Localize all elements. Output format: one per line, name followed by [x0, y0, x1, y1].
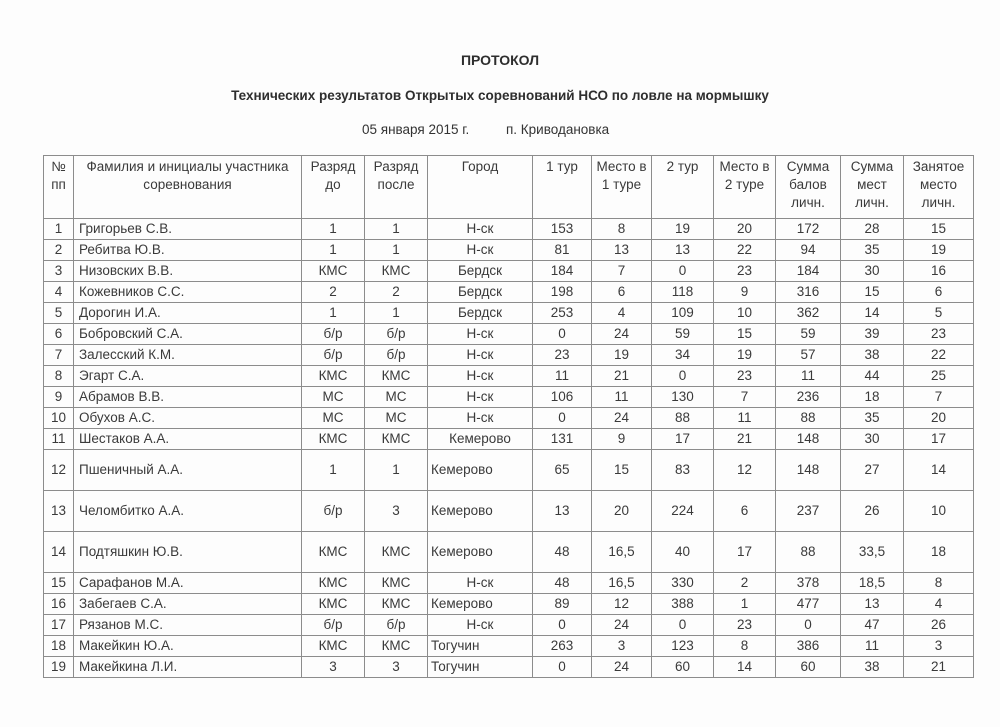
cell-col-sum-places: 39	[841, 324, 904, 345]
cell-col-sum-places: 28	[841, 219, 904, 240]
cell-col-place-round1: 24	[592, 657, 652, 678]
table-row	[44, 657, 974, 678]
cell-col-sum-places: 11	[841, 636, 904, 657]
cell-col-sum-places: 26	[841, 491, 904, 532]
cell-col-rank-after: 2	[365, 282, 428, 303]
cell-col-place-round2: 15	[714, 324, 776, 345]
cell-col-round1: 48	[533, 532, 592, 573]
cell-col-sum-points: 184	[776, 261, 841, 282]
cell-col-final-place: 17	[904, 429, 974, 450]
cell-col-place-round2: 2	[714, 573, 776, 594]
table-row	[44, 345, 974, 366]
cell-col-number: 4	[44, 282, 74, 303]
cell-col-place-round1: 9	[592, 429, 652, 450]
cell-col-place-round2: 6	[714, 491, 776, 532]
cell-col-rank-after: КМС	[365, 532, 428, 573]
cell-col-city: Тогучин	[428, 636, 533, 657]
cell-col-sum-places: 30	[841, 261, 904, 282]
cell-col-sum-places: 14	[841, 303, 904, 324]
cell-col-place-round1: 16,5	[592, 573, 652, 594]
cell-col-name: Низовских В.В.	[74, 261, 302, 282]
cell-col-place-round1: 6	[592, 282, 652, 303]
header-col-round1: 1 тур	[533, 156, 592, 219]
cell-col-city: Н-ск	[428, 345, 533, 366]
cell-col-name: Дорогин И.А.	[74, 303, 302, 324]
table-row	[44, 532, 974, 573]
cell-col-sum-points: 148	[776, 450, 841, 491]
cell-col-round2: 224	[652, 491, 714, 532]
table-row	[44, 636, 974, 657]
cell-col-round1: 23	[533, 345, 592, 366]
cell-col-place-round1: 12	[592, 594, 652, 615]
cell-col-place-round2: 20	[714, 219, 776, 240]
table-row	[44, 261, 974, 282]
cell-col-rank-after: КМС	[365, 636, 428, 657]
cell-col-place-round1: 24	[592, 408, 652, 429]
cell-col-name: Забегаев С.А.	[74, 594, 302, 615]
cell-col-final-place: 26	[904, 615, 974, 636]
cell-col-number: 6	[44, 324, 74, 345]
cell-col-name: Кожевников С.С.	[74, 282, 302, 303]
cell-col-sum-places: 35	[841, 240, 904, 261]
cell-col-name: Ребитва Ю.В.	[74, 240, 302, 261]
document-date: 05 января 2015 г.	[362, 122, 470, 137]
cell-col-place-round1: 3	[592, 636, 652, 657]
cell-col-rank-before: 3	[302, 657, 365, 678]
cell-col-sum-places: 38	[841, 657, 904, 678]
cell-col-final-place: 3	[904, 636, 974, 657]
cell-col-city: Н-ск	[428, 573, 533, 594]
cell-col-rank-before: б/р	[302, 345, 365, 366]
cell-col-final-place: 20	[904, 408, 974, 429]
cell-col-rank-before: б/р	[302, 615, 365, 636]
cell-col-round2: 388	[652, 594, 714, 615]
cell-col-number: 10	[44, 408, 74, 429]
table-row	[44, 387, 974, 408]
cell-col-sum-places: 44	[841, 366, 904, 387]
cell-col-sum-places: 27	[841, 450, 904, 491]
cell-col-city: Кемерово	[428, 429, 533, 450]
cell-col-round2: 330	[652, 573, 714, 594]
cell-col-name: Сарафанов М.А.	[74, 573, 302, 594]
cell-col-name: Залесский К.М.	[74, 345, 302, 366]
cell-col-place-round1: 16,5	[592, 532, 652, 573]
cell-col-round1: 106	[533, 387, 592, 408]
table-row	[44, 573, 974, 594]
cell-col-sum-places: 13	[841, 594, 904, 615]
cell-col-sum-points: 237	[776, 491, 841, 532]
cell-col-name: Пшеничный А.А.	[74, 450, 302, 491]
cell-col-place-round1: 24	[592, 324, 652, 345]
cell-col-rank-before: КМС	[302, 573, 365, 594]
cell-col-city: Н-ск	[428, 366, 533, 387]
cell-col-number: 8	[44, 366, 74, 387]
cell-col-number: 11	[44, 429, 74, 450]
cell-col-rank-after: КМС	[365, 429, 428, 450]
cell-col-place-round1: 15	[592, 450, 652, 491]
cell-col-round2: 109	[652, 303, 714, 324]
cell-col-round2: 88	[652, 408, 714, 429]
header-col-name: Фамилия и инициалы участника соревнования	[74, 156, 302, 219]
cell-col-rank-before: 1	[302, 450, 365, 491]
cell-col-rank-after: КМС	[365, 573, 428, 594]
header-col-number: № пп	[44, 156, 74, 219]
cell-col-city: Н-ск	[428, 615, 533, 636]
cell-col-rank-after: 1	[365, 303, 428, 324]
cell-col-rank-after: КМС	[365, 594, 428, 615]
cell-col-place-round1: 21	[592, 366, 652, 387]
cell-col-round2: 59	[652, 324, 714, 345]
cell-col-sum-points: 172	[776, 219, 841, 240]
cell-col-name: Макейкина Л.И.	[74, 657, 302, 678]
cell-col-round2: 0	[652, 261, 714, 282]
cell-col-place-round2: 23	[714, 615, 776, 636]
cell-col-place-round2: 7	[714, 387, 776, 408]
cell-col-number: 14	[44, 532, 74, 573]
cell-col-number: 12	[44, 450, 74, 491]
cell-col-final-place: 8	[904, 573, 974, 594]
cell-col-rank-before: МС	[302, 387, 365, 408]
cell-col-sum-points: 477	[776, 594, 841, 615]
cell-col-place-round1: 11	[592, 387, 652, 408]
cell-col-number: 16	[44, 594, 74, 615]
cell-col-round2: 130	[652, 387, 714, 408]
cell-col-place-round1: 13	[592, 240, 652, 261]
cell-col-sum-places: 30	[841, 429, 904, 450]
cell-col-city: Бердск	[428, 261, 533, 282]
document-subtitle: Технических результатов Открытых соревнований НСО по ловле на мормышку	[231, 88, 769, 103]
cell-col-final-place: 22	[904, 345, 974, 366]
cell-col-name: Челомбитко А.А.	[74, 491, 302, 532]
table-row	[44, 240, 974, 261]
cell-col-rank-before: б/р	[302, 324, 365, 345]
cell-col-rank-before: МС	[302, 408, 365, 429]
cell-col-number: 3	[44, 261, 74, 282]
cell-col-round1: 253	[533, 303, 592, 324]
cell-col-name: Макейкин Ю.А.	[74, 636, 302, 657]
cell-col-place-round2: 23	[714, 366, 776, 387]
cell-col-sum-points: 378	[776, 573, 841, 594]
cell-col-number: 13	[44, 491, 74, 532]
cell-col-round2: 13	[652, 240, 714, 261]
cell-col-rank-before: КМС	[302, 261, 365, 282]
cell-col-number: 1	[44, 219, 74, 240]
cell-col-place-round1: 7	[592, 261, 652, 282]
header-col-place-round2: Место в 2 туре	[714, 156, 776, 219]
cell-col-rank-before: б/р	[302, 491, 365, 532]
cell-col-final-place: 18	[904, 532, 974, 573]
cell-col-name: Шестаков А.А.	[74, 429, 302, 450]
table-row	[44, 366, 974, 387]
cell-col-name: Эгарт С.А.	[74, 366, 302, 387]
cell-col-round1: 89	[533, 594, 592, 615]
cell-col-place-round2: 22	[714, 240, 776, 261]
cell-col-round1: 65	[533, 450, 592, 491]
cell-col-number: 15	[44, 573, 74, 594]
cell-col-round2: 34	[652, 345, 714, 366]
cell-col-place-round1: 24	[592, 615, 652, 636]
cell-col-final-place: 5	[904, 303, 974, 324]
document-place: п. Криводановка	[506, 122, 610, 137]
cell-col-sum-places: 33,5	[841, 532, 904, 573]
document-title: ПРОТОКОЛ	[460, 52, 540, 68]
header-col-rank-before: Разряд до	[302, 156, 365, 219]
cell-col-city: Кемерово	[428, 594, 533, 615]
table-row	[44, 303, 974, 324]
cell-col-sum-points: 386	[776, 636, 841, 657]
cell-col-final-place: 25	[904, 366, 974, 387]
cell-col-final-place: 19	[904, 240, 974, 261]
cell-col-number: 19	[44, 657, 74, 678]
cell-col-sum-points: 88	[776, 408, 841, 429]
cell-col-round2: 118	[652, 282, 714, 303]
cell-col-city: Н-ск	[428, 408, 533, 429]
cell-col-rank-before: КМС	[302, 532, 365, 573]
cell-col-rank-after: МС	[365, 387, 428, 408]
cell-col-name: Подтяшкин Ю.В.	[74, 532, 302, 573]
cell-col-sum-places: 18	[841, 387, 904, 408]
cell-col-rank-before: КМС	[302, 429, 365, 450]
cell-col-sum-points: 148	[776, 429, 841, 450]
cell-col-rank-after: б/р	[365, 615, 428, 636]
table-row	[44, 491, 974, 532]
cell-col-final-place: 21	[904, 657, 974, 678]
cell-col-number: 5	[44, 303, 74, 324]
cell-col-name: Обухов А.С.	[74, 408, 302, 429]
table-row	[44, 429, 974, 450]
cell-col-round1: 184	[533, 261, 592, 282]
table-row	[44, 219, 974, 240]
cell-col-city: Бердск	[428, 282, 533, 303]
cell-col-sum-points: 316	[776, 282, 841, 303]
header-col-city: Город	[428, 156, 533, 219]
cell-col-rank-before: КМС	[302, 636, 365, 657]
cell-col-sum-points: 57	[776, 345, 841, 366]
cell-col-place-round2: 9	[714, 282, 776, 303]
table-header-row	[44, 156, 974, 219]
cell-col-name: Рязанов М.С.	[74, 615, 302, 636]
table-row	[44, 615, 974, 636]
table-row	[44, 594, 974, 615]
header-col-place-round1: Место в 1 туре	[592, 156, 652, 219]
cell-col-final-place: 4	[904, 594, 974, 615]
cell-col-rank-before: 1	[302, 240, 365, 261]
cell-col-city: Н-ск	[428, 240, 533, 261]
cell-col-sum-points: 88	[776, 532, 841, 573]
cell-col-round1: 263	[533, 636, 592, 657]
cell-col-city: Кемерово	[428, 491, 533, 532]
cell-col-round1: 11	[533, 366, 592, 387]
cell-col-number: 9	[44, 387, 74, 408]
cell-col-place-round2: 1	[714, 594, 776, 615]
cell-col-city: Кемерово	[428, 532, 533, 573]
cell-col-round1: 131	[533, 429, 592, 450]
cell-col-place-round1: 4	[592, 303, 652, 324]
cell-col-final-place: 6	[904, 282, 974, 303]
cell-col-sum-points: 236	[776, 387, 841, 408]
cell-col-number: 17	[44, 615, 74, 636]
cell-col-round1: 0	[533, 324, 592, 345]
cell-col-number: 7	[44, 345, 74, 366]
cell-col-rank-after: МС	[365, 408, 428, 429]
cell-col-number: 18	[44, 636, 74, 657]
cell-col-final-place: 15	[904, 219, 974, 240]
cell-col-city: Кемерово	[428, 450, 533, 491]
cell-col-round1: 0	[533, 408, 592, 429]
cell-col-city: Н-ск	[428, 387, 533, 408]
cell-col-sum-places: 15	[841, 282, 904, 303]
cell-col-city: Тогучин	[428, 657, 533, 678]
cell-col-round2: 83	[652, 450, 714, 491]
cell-col-rank-after: КМС	[365, 366, 428, 387]
cell-col-round1: 0	[533, 615, 592, 636]
cell-col-round2: 19	[652, 219, 714, 240]
cell-col-place-round2: 21	[714, 429, 776, 450]
table-body	[44, 219, 974, 678]
cell-col-place-round2: 8	[714, 636, 776, 657]
cell-col-rank-after: 1	[365, 219, 428, 240]
cell-col-rank-before: 1	[302, 219, 365, 240]
cell-col-rank-before: КМС	[302, 594, 365, 615]
cell-col-place-round2: 17	[714, 532, 776, 573]
cell-col-place-round2: 11	[714, 408, 776, 429]
cell-col-place-round2: 19	[714, 345, 776, 366]
cell-col-number: 2	[44, 240, 74, 261]
cell-col-rank-before: 1	[302, 303, 365, 324]
cell-col-rank-after: б/р	[365, 324, 428, 345]
cell-col-round1: 0	[533, 657, 592, 678]
cell-col-rank-after: КМС	[365, 261, 428, 282]
header-col-sum-points: Сумма балов личн.	[776, 156, 841, 219]
cell-col-sum-points: 60	[776, 657, 841, 678]
table-row	[44, 450, 974, 491]
cell-col-rank-after: 1	[365, 240, 428, 261]
cell-col-rank-after: 3	[365, 491, 428, 532]
cell-col-round2: 40	[652, 532, 714, 573]
cell-col-rank-before: 2	[302, 282, 365, 303]
cell-col-sum-points: 362	[776, 303, 841, 324]
cell-col-place-round2: 23	[714, 261, 776, 282]
cell-col-place-round1: 19	[592, 345, 652, 366]
cell-col-round1: 48	[533, 573, 592, 594]
cell-col-round2: 123	[652, 636, 714, 657]
cell-col-final-place: 10	[904, 491, 974, 532]
cell-col-final-place: 23	[904, 324, 974, 345]
cell-col-sum-points: 59	[776, 324, 841, 345]
cell-col-sum-places: 35	[841, 408, 904, 429]
cell-col-place-round2: 14	[714, 657, 776, 678]
header-col-final-place: Занятое место личн.	[904, 156, 974, 219]
cell-col-rank-after: 3	[365, 657, 428, 678]
cell-col-round2: 0	[652, 366, 714, 387]
header-col-rank-after: Разряд после	[365, 156, 428, 219]
cell-col-place-round1: 20	[592, 491, 652, 532]
cell-col-place-round2: 10	[714, 303, 776, 324]
cell-col-round2: 60	[652, 657, 714, 678]
cell-col-sum-places: 38	[841, 345, 904, 366]
cell-col-round2: 0	[652, 615, 714, 636]
cell-col-sum-places: 18,5	[841, 573, 904, 594]
cell-col-city: Н-ск	[428, 324, 533, 345]
cell-col-final-place: 16	[904, 261, 974, 282]
cell-col-round2: 17	[652, 429, 714, 450]
cell-col-rank-before: КМС	[302, 366, 365, 387]
cell-col-sum-points: 11	[776, 366, 841, 387]
cell-col-round1: 13	[533, 491, 592, 532]
header-col-sum-places: Сумма мест личн.	[841, 156, 904, 219]
cell-col-round1: 153	[533, 219, 592, 240]
results-table	[43, 155, 974, 678]
cell-col-sum-points: 0	[776, 615, 841, 636]
cell-col-city: Бердск	[428, 303, 533, 324]
cell-col-round1: 81	[533, 240, 592, 261]
cell-col-sum-places: 47	[841, 615, 904, 636]
cell-col-final-place: 14	[904, 450, 974, 491]
cell-col-name: Бобровский С.А.	[74, 324, 302, 345]
cell-col-rank-after: 1	[365, 450, 428, 491]
cell-col-place-round1: 8	[592, 219, 652, 240]
cell-col-final-place: 7	[904, 387, 974, 408]
table-row	[44, 324, 974, 345]
cell-col-place-round2: 12	[714, 450, 776, 491]
cell-col-round1: 198	[533, 282, 592, 303]
table-row	[44, 408, 974, 429]
cell-col-sum-points: 94	[776, 240, 841, 261]
table-row	[44, 282, 974, 303]
header-col-round2: 2 тур	[652, 156, 714, 219]
cell-col-city: Н-ск	[428, 219, 533, 240]
cell-col-rank-after: б/р	[365, 345, 428, 366]
cell-col-name: Григорьев С.В.	[74, 219, 302, 240]
cell-col-name: Абрамов В.В.	[74, 387, 302, 408]
